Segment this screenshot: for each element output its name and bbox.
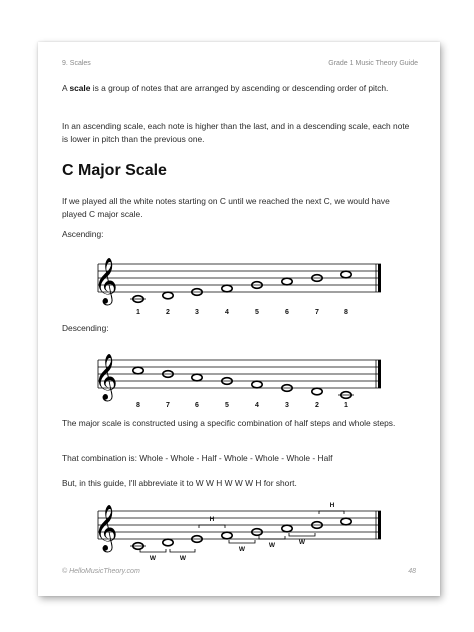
treble-clef-icon: 𝄞 [94,258,118,304]
step-bracket [259,536,285,539]
scale-term: scale [69,83,91,93]
step-label: W [149,555,157,562]
scale-definition: A scale is a group of notes that are arranged by ascending or descending order of pitch. [62,83,389,93]
note-c5 [133,367,143,374]
note-d4 [163,539,173,546]
white-notes-paragraph: If we played all the white notes starting on C until we reached the next C, we would have played C major scale. [62,196,390,219]
step-bracket [170,549,195,552]
step-bracket [229,540,255,543]
degree-number: 2 [315,402,319,409]
note-d4 [163,292,173,299]
note-c5 [341,518,351,525]
note-a4 [282,525,292,532]
treble-clef-icon: 𝄞 [94,354,118,400]
major-scale-construction: The major scale is constructed using a specific combination of half steps and whole steps. [62,418,396,428]
step-label: H [329,502,335,509]
degree-number: 5 [225,402,229,409]
step-label: W [298,539,306,546]
treble-clef-icon: 𝄞 [94,505,118,551]
step-bracket [289,533,315,536]
degree-number: 7 [315,309,319,316]
book-page [38,42,440,596]
abbreviation-note: But, in this guide, I'll abbreviate it to W W H W W W H for short. [62,478,297,488]
step-bracket [199,525,225,528]
step-combination: That combination is: Whole - Whole - Half - Whole - Whole - Whole - Half [62,453,333,463]
ascending-scale-staff [38,252,440,318]
chapter-header: 9. Scales [62,60,91,67]
step-bracket [140,549,166,552]
ascending-label: Ascending: [62,229,104,239]
degree-number: 2 [166,309,170,316]
copyright-footer: © HelloMusicTheory.com [62,568,140,575]
degree-number: 1 [136,309,140,316]
degree-number: 5 [255,309,259,316]
note-a4 [282,278,292,285]
degree-number: 1 [344,402,348,409]
whole-half-steps-staff [38,492,440,568]
descending-scale-staff [38,348,440,412]
degree-number: 4 [225,309,229,316]
section-title: C Major Scale [62,162,167,179]
note-c5 [341,271,351,278]
step-label: H [209,516,215,523]
step-label: W [179,555,187,562]
descending-label: Descending: [62,323,109,333]
degree-number: 7 [166,402,170,409]
degree-number: 8 [136,402,140,409]
step-bracket [319,511,344,514]
degree-number: 6 [195,402,199,409]
step-label: W [268,542,276,549]
degree-number: 4 [255,402,259,409]
guide-title-header: Grade 1 Music Theory Guide [328,60,418,67]
step-label: W [238,546,246,553]
note-f4 [222,285,232,292]
degree-number: 8 [344,309,348,316]
page-number: 48 [408,568,416,575]
note-f4 [222,532,232,539]
degree-number: 3 [195,309,199,316]
note-f4 [252,381,262,388]
degree-number: 6 [285,309,289,316]
note-a4 [192,374,202,381]
degree-number: 3 [285,402,289,409]
note-d4 [312,388,322,395]
ascending-descending-explanation: In an ascending scale, each note is higher than the last, and in a descending scale, each note is lower in pitch than the previous one. [62,121,410,144]
